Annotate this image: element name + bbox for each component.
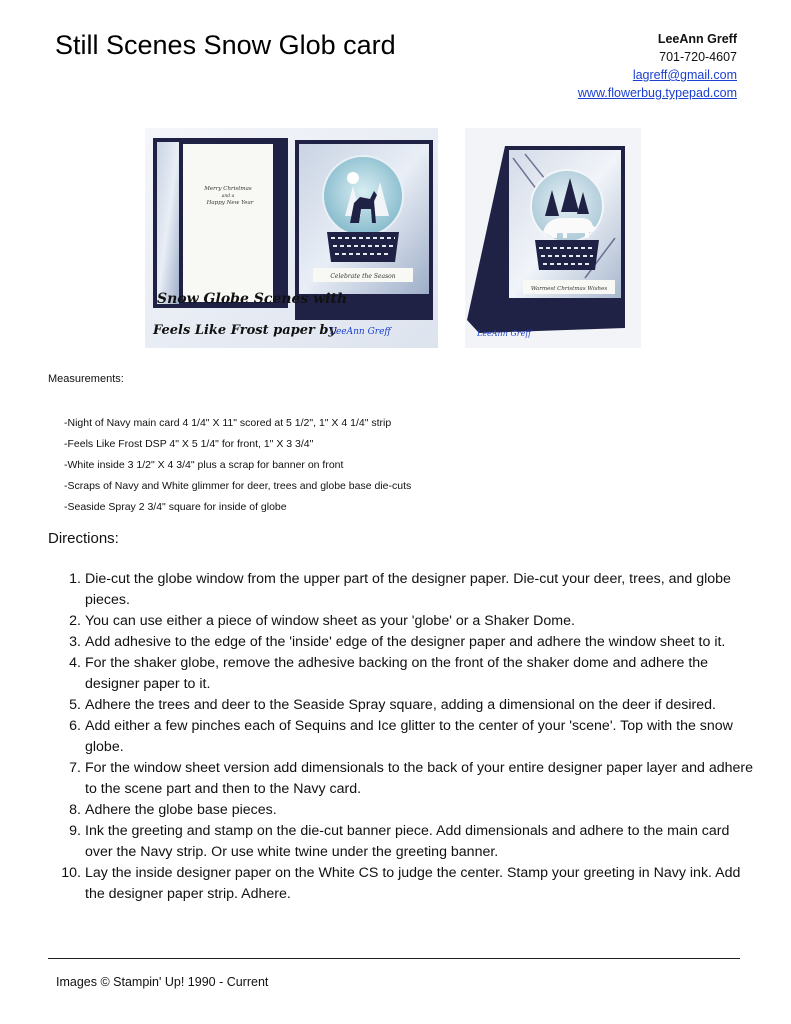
step-text: You can use either a piece of window sheet as your 'globe' or a Shaker Dome. <box>85 613 575 629</box>
card-photo-left <box>145 128 438 348</box>
caption-line1: Snow Globe Scenes with <box>157 291 348 307</box>
step-number: 7. <box>69 760 81 776</box>
directions-heading: Directions: <box>48 530 119 547</box>
email-link[interactable]: lagreff@gmail.com <box>632 68 737 82</box>
step-number: 8. <box>69 802 81 818</box>
page-title: Still Scenes Snow Glob card <box>55 30 396 60</box>
list-item <box>66 716 756 758</box>
list-item: -Seaside Spray 2 3/4" square for inside of globe <box>64 501 287 513</box>
list-item: -White inside 3 1/2" X 4 3/4" plus a scrap for banner on front <box>64 459 344 471</box>
step-number: 3. <box>69 634 81 650</box>
step-text: Ink the greeting and stamp on the die-cut banner piece. Add dimensionals and adhere to the main card over the Navy strip. Or use white twine under the greeting banner. <box>85 823 730 860</box>
step-text: For the shaker globe, remove the adhesive backing on the front of the shaker dome and adhere the designer paper to it. <box>85 655 709 692</box>
inside-greeting-line2: and a <box>221 194 235 199</box>
step-number: 1. <box>69 571 81 587</box>
step-number: 9. <box>69 823 81 839</box>
list-item <box>66 821 756 863</box>
step-number: 10. <box>61 865 81 881</box>
author-name: LeeAnn Greff <box>657 32 737 46</box>
right-banner-text: Warmest Christmas Wishes <box>530 286 608 292</box>
step-text: Adhere the globe base pieces. <box>85 802 277 818</box>
footer-divider <box>48 958 740 959</box>
list-item <box>66 569 756 611</box>
step-text: Lay the inside designer paper on the White CS to judge the center. Stamp your greeting in Navy ink. Add the designer paper strip. Adhere. <box>85 865 741 902</box>
signature-right: LeeAnn Greff <box>477 329 532 338</box>
list-item <box>61 863 756 905</box>
list-item <box>66 611 756 632</box>
list-item <box>66 800 756 821</box>
contact-block <box>578 30 737 102</box>
caption-line2: Feels Like Frost paper by <box>153 323 336 338</box>
website-link[interactable]: www.flowerbug.typepad.com <box>577 86 737 100</box>
inside-greeting-line3: Happy New Year <box>206 200 254 206</box>
footer-copyright: Images © Stampin' Up! 1990 - Current <box>56 975 269 989</box>
step-text: Add either a few pinches each of Sequins and Ice glitter to the center of your 'scene'. Top with the snow globe. <box>85 718 733 755</box>
phone-number: 701-720-4607 <box>659 50 737 64</box>
step-text: Adhere the trees and deer to the Seaside Spray square, adding a dimensional on the deer if desired. <box>85 697 716 713</box>
list-item <box>66 758 756 800</box>
list-item: -Night of Navy main card 4 1/4" X 11" scored at 5 1/2", 1" X 4 1/4" strip <box>64 417 392 429</box>
step-text: For the window sheet version add dimensionals to the back of your entire designer paper layer and adhere to the scene part and then to the Navy card. <box>85 760 753 797</box>
list-item: -Feels Like Frost DSP 4" X 5 1/4" for front, 1" X 3 3/4" <box>64 438 314 450</box>
step-number: 4. <box>69 655 81 671</box>
measurements-heading: Measurements: <box>48 373 124 385</box>
list-item <box>66 653 756 695</box>
directions-list <box>61 569 756 905</box>
step-number: 5. <box>69 697 81 713</box>
card-photo-right <box>465 128 641 348</box>
step-text: Add adhesive to the edge of the 'inside' edge of the designer paper and adhere the window sheet to it. <box>85 634 726 650</box>
step-number: 2. <box>69 613 81 629</box>
measurements-list <box>64 413 411 518</box>
step-text: Die-cut the globe window from the upper part of the designer paper. Die-cut your deer, trees, and globe pieces. <box>85 571 731 608</box>
list-item <box>66 632 756 653</box>
list-item: -Scraps of Navy and White glimmer for deer, trees and globe base die-cuts <box>64 480 412 492</box>
front-banner-text: Celebrate the Season <box>330 273 396 280</box>
list-item <box>66 695 756 716</box>
step-number: 6. <box>69 718 81 734</box>
inside-greeting-line1: Merry Christmas <box>204 186 252 192</box>
signature-left: LeeAnn Greff <box>330 327 391 337</box>
